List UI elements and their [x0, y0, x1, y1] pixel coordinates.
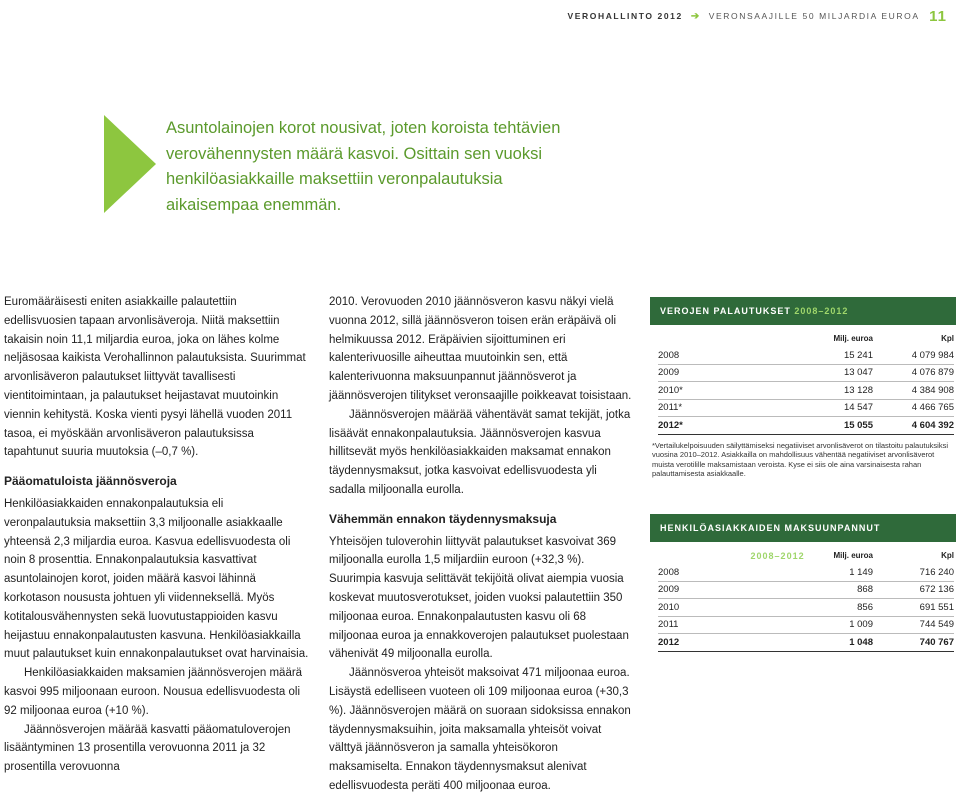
table-row — [658, 364, 954, 382]
cell-eur: 14 547 — [718, 399, 873, 417]
table-row — [658, 399, 954, 417]
cell-eur: 868 — [718, 581, 873, 599]
text-column-2 — [329, 293, 634, 796]
cell-kpl: 744 549 — [873, 616, 954, 634]
column-header: Kpl — [941, 550, 954, 560]
cell-eur: 15 055 — [718, 417, 873, 435]
table-row — [658, 634, 954, 652]
table-row — [658, 347, 954, 364]
cell-kpl: 672 136 — [873, 581, 954, 599]
green-arrow-icon — [104, 115, 156, 213]
table-row — [658, 616, 954, 634]
header-section: VERONSAAJILLE 50 MILJARDIA EUROA — [708, 11, 920, 21]
table-title-text: VEROJEN PALAUTUKSET — [660, 306, 791, 316]
table-title-years: 2008–2012 — [750, 551, 805, 561]
table-footnote: *Vertailukelpoisuuden säilyttämiseksi negatiiviset arvonlisäverot on tilastoitu palautuksiksi vuosina 2010–2012. Asiakkailla on mahdollisuus vähentää negatiiviset arvonlisäverot muista verotilille maksamistaan veroista. Kyse ei siis ole aina varsinaisesta rahan palauttamisesta asiakkaalle. — [652, 440, 948, 478]
column-header: Milj. euroa — [833, 333, 873, 343]
cell-kpl: 4 079 984 — [873, 347, 954, 364]
table-row — [658, 581, 954, 599]
refunds-table — [658, 325, 954, 435]
paragraph: Henkilöasiakkaiden ennakonpalautuksia eli veronpalautuksia maksettiin 3,3 miljoonalle asiakkaalle yhteensä 2,3 miljardia euroa. Kasvua edellisvuodesta oli noin 8 prosenttia. Ennakonpalautuksia kasvattivat asuntolainojen korot, joiden määrä kasvoi lähinnä korkotason noususta johtuen yli viidenneksellä. Myös kotitalousvähennysten sekä luovutustappioiden kasvu heijastuu ennakonpalautusten kasvuna. Henkilöasiakkailla muut palautukset kuin ennakonpalautukset ovat harvinaisia. — [4, 497, 309, 661]
cell-year: 2010* — [658, 382, 718, 400]
cell-eur: 1 048 — [718, 634, 873, 652]
table-header-row — [658, 325, 954, 347]
running-header — [567, 6, 947, 23]
lead-line: Asuntolainojen korot nousivat, joten koroista tehtävien — [166, 119, 561, 137]
cell-kpl: 4 466 765 — [873, 399, 954, 417]
table-title-years: 2008–2012 — [794, 306, 849, 316]
page-number: 11 — [929, 8, 947, 25]
table-row — [658, 417, 954, 435]
column-header: Kpl — [941, 333, 954, 343]
refunds-table-box — [650, 297, 956, 479]
cell-eur: 13 047 — [718, 364, 873, 382]
table-title — [650, 297, 956, 325]
cell-kpl: 4 384 908 — [873, 382, 954, 400]
paragraph: Yhteisöjen tuloverohin liittyvät palautukset kasvoivat 369 miljoonalla eurolla 1,5 miljardiin euroon (+32,3 %). Suurimpia kasvuja selittävät tekijöitä olivat aiempia vuosia koskevat muutosverotukset, joiden vuoksi palautettiin 350 miljoonaa euroa. Ennakonpalautusten kasvu oli 68 miljoonaa euroa ja ennakkoverojen palautukset puolestaan vähenivät 49 miljoonalla eurolla. — [329, 535, 629, 661]
section-heading: Pääomatuloista jäännösveroja — [4, 474, 177, 489]
cell-year: 2009 — [658, 364, 718, 382]
cell-year: 2009 — [658, 581, 718, 599]
cell-eur: 1 149 — [718, 564, 873, 581]
section-heading: Vähemmän ennakon täydennysmaksuja — [329, 511, 557, 526]
paragraph: Jäännösverojen määrää vähentävät samat tekijät, jotka lisäävät ennakonpalautuksia. Jäännösverojen kasvua hillitsevät myös henkilöasiakkaiden maksamat ennakon täydennysmaksut, jotka kasvoivat edellisvuodesta yli sadalla miljoonalla eurolla. — [329, 408, 631, 496]
paragraph: 2010. Verovuoden 2010 jäännösveron kasvu näkyi vielä vuonna 2012, sillä jäännösveron toisen erän eräpäivä oli helmikuussa 2012. Eräpäivien sijoittuminen eri kalenterivuosille aiheuttaa muutoinkin sen, että kalenterivuonna maksuunpannut jäännösverot ja jäännösverojen tilitykset veronsaajille poikkeavat toisistaan. — [329, 296, 632, 402]
cell-year: 2012 — [658, 634, 718, 652]
cell-eur: 856 — [718, 599, 873, 617]
paragraph: Jäännösveroa yhteisöt maksoivat 471 miljoonaa euroa. Lisäystä edelliseen vuoteen oli 109 miljoonaa euroa (+30,3 %). Jäännösverojen määrä on suoraan sidoksissa ennakon täydennysmaksuihin, joita maksamalla yhteisöt voivat välttyä jäännösveron ja samalla yhteisökoron maksamiselta. Ennakon täydennysmaksut alenivat edellisvuodesta peräti 400 miljoonaa euroa. — [329, 667, 631, 792]
lead-line: verovähennysten määrä kasvoi. Osittain sen vuoksi — [166, 144, 543, 163]
paragraph: Jäännösverojen määrää kasvatti pääomatuloverojen lisääntyminen 13 prosentilla verovuonna 2011 ja 32 prosentilla verovuonna — [4, 723, 291, 774]
cell-kpl: 691 551 — [873, 599, 954, 617]
cell-year: 2012* — [658, 417, 718, 435]
paragraph: Euromääräisesti eniten asiakkaille palautettiin edellisvuosien tapaan arvonlisäveroja. Niitä maksettiin takaisin noin 11,1 miljardia euroa, joka on lähes kolme neljäsosaa kaikista Verohallinnon palautuksista. Suurimmat arvonlisäveron palautukset liittyvät tavallisesti vientitoimintaan, ja palautukset heijastavat muutoinkin viennin kehitystä. Koska vienti pysyi lähellä vuoden 2011 tasoa, ei myöskään arvonlisäveron palautuksissa tapahtunut suuria muutoksia (–0,7 %). — [4, 296, 306, 459]
cell-kpl: 740 767 — [873, 634, 954, 652]
lead-quote — [166, 116, 616, 218]
table-row — [658, 382, 954, 400]
cell-eur: 15 241 — [718, 347, 873, 364]
cell-eur: 1 009 — [718, 616, 873, 634]
residual-tax-table-box — [650, 514, 956, 652]
cell-year: 2008 — [658, 564, 718, 581]
lead-line: aikaisempaa enemmän. — [166, 195, 342, 214]
table-row — [658, 599, 954, 617]
header-org: VEROHALLINTO 2012 — [567, 11, 683, 21]
lead-line: henkilöasiakkaille maksettiin veronpalautuksia — [166, 170, 503, 188]
arrow-right-icon: ➔ — [690, 11, 701, 22]
cell-kpl: 4 604 392 — [873, 417, 954, 435]
cell-kpl: 716 240 — [873, 564, 954, 581]
cell-year: 2010 — [658, 599, 718, 617]
text-column-1 — [4, 293, 310, 777]
cell-eur: 13 128 — [718, 382, 873, 400]
column-header: Milj. euroa — [833, 550, 873, 560]
cell-year: 2011 — [658, 616, 718, 634]
cell-year: 2008 — [658, 347, 718, 364]
cell-year: 2011* — [658, 399, 718, 417]
paragraph: Henkilöasiakkaiden maksamien jäännösverojen määrä kasvoi 995 miljoonaan euroon. Nousua edellisvuodesta oli 92 miljoonaa euroa (+10 %). — [4, 667, 303, 717]
table-title-text: HENKILÖASIAKKAIDEN MAKSUUNPANNUT JÄÄNNÖSVEROT — [660, 523, 881, 561]
cell-kpl: 4 076 879 — [873, 364, 954, 382]
